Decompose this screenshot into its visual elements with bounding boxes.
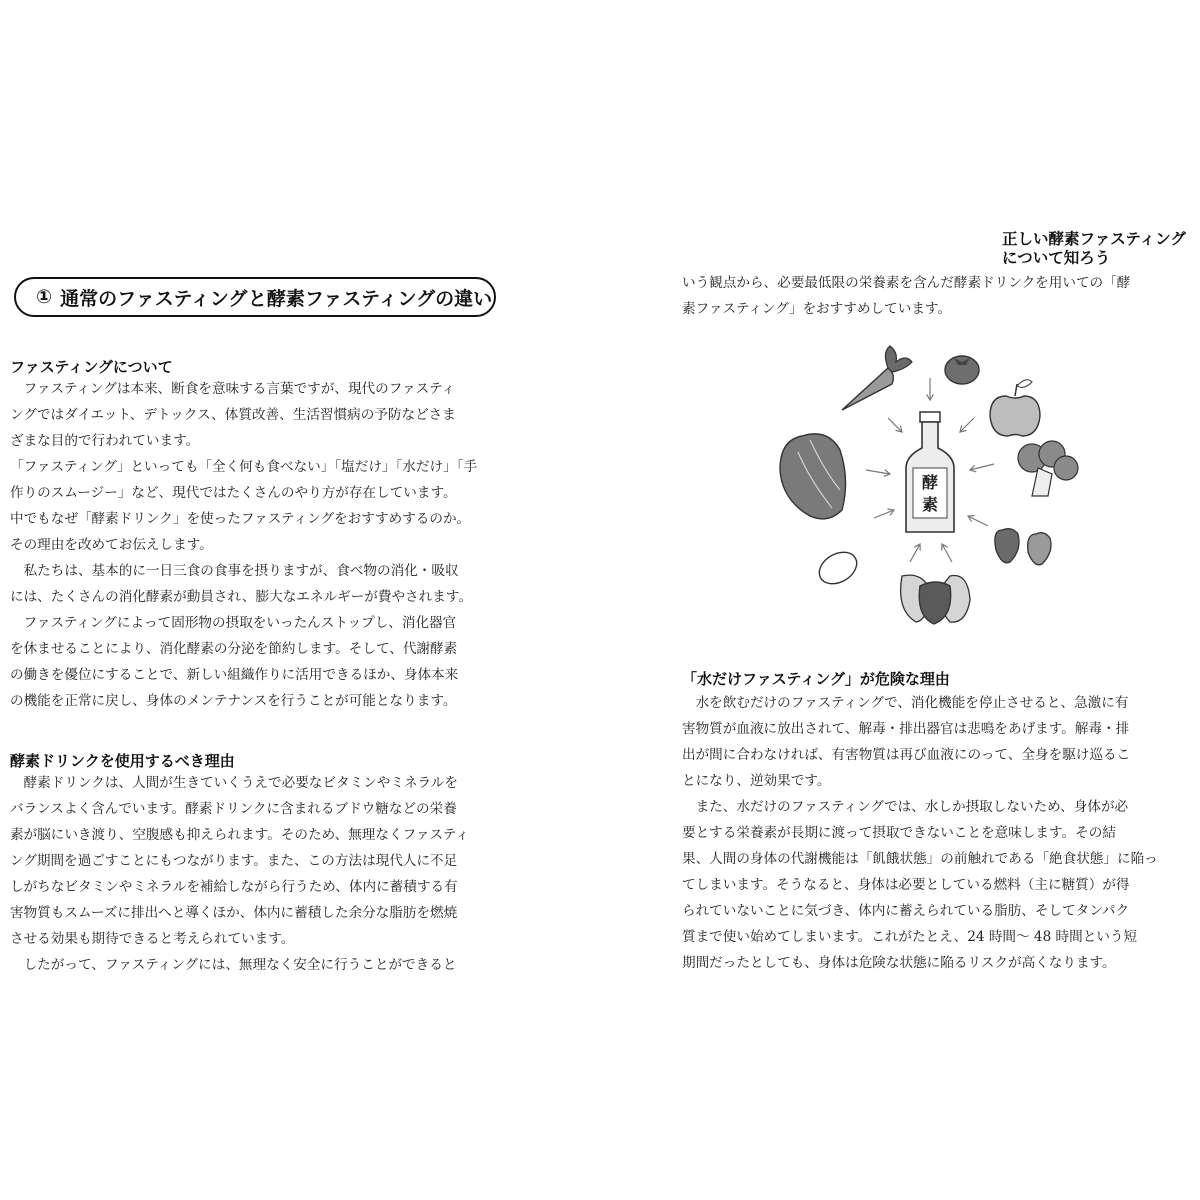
body-line: 期間だったとしても、身体は危険な状態に陥るリスクが高くなります。: [682, 955, 1116, 971]
chapter-title-box: [14, 277, 496, 317]
lemon-icon: [814, 546, 863, 590]
body-line: 果、人間の身体の代謝機能は「飢餓状態」の前触れである「絶食状態」に陥っ: [682, 851, 1158, 867]
body-line: を休ませることにより、消化酵素の分泌を節約します。そして、代謝酵素: [10, 641, 458, 657]
strawberry-icon: [995, 529, 1051, 565]
body-line: 中でもなぜ「酵素ドリンク」を使ったファスティングをおすすめするのか。: [10, 511, 471, 527]
body-line: いう観点から、必要最低限の栄養素を含んだ酵素ドリンクを用いての「酵: [682, 275, 1131, 291]
body-line: バランスよく含んでいます。酵素ドリンクに含まれるブドウ糖などの栄養: [10, 801, 457, 817]
chapter-title: 通常のファスティングと酵素ファスティングの違い: [60, 287, 493, 310]
section-body-why-enzyme-drink: [10, 770, 502, 978]
running-head-line-1: 正しい酵素ファスティング: [1002, 230, 1186, 248]
carrot-icon: [842, 346, 912, 410]
body-line: 害物質もスムーズに排出へと導くほか、体内に蓄積した余分な脂肪を燃焼: [10, 905, 458, 921]
bottle-label-char-1: 酵: [921, 473, 939, 492]
bottle-label-char-2: 素: [921, 495, 939, 514]
body-line: ファスティングは本来、断食を意味する言葉ですが、現代のファスティ: [10, 381, 456, 397]
body-line: とになり、逆効果です。: [682, 773, 831, 789]
body-line: ング期間を過ごすことにもつながります。また、この方法は現代人に不足: [10, 853, 458, 869]
section-heading-about-fasting: ファスティングについて: [10, 358, 173, 376]
body-line: 酵素ドリンクは、人間が生きていくうえで必要なビタミンやミネラルを: [10, 775, 458, 791]
body-line: 私たちは、基本的に一日三食の食事を摂りますが、食べ物の消化・吸収: [10, 563, 459, 579]
body-line: また、水だけのファスティングでは、水しか摂取しないため、身体が必: [682, 799, 1129, 815]
body-line: の働きを優位にすることで、新しい組織作りに活用できるほか、身体本来: [10, 667, 459, 683]
body-line: ングではダイエット、デトックス、体質改善、生活習慣病の予防などさま: [10, 407, 456, 423]
apple-icon: [990, 380, 1040, 436]
tomato-icon: [945, 356, 979, 384]
body-line: てしまいます。そうなると、身体は必要としている燃料（主に糖質）が得: [682, 877, 1130, 893]
chapter-number: ①: [36, 286, 53, 308]
body-line: 要とする栄養素が長期に渡って摂取できないことを意味します。その結: [682, 825, 1116, 841]
section-body-about-fasting: [10, 376, 502, 714]
right-intro-paragraph: [682, 270, 1174, 322]
body-line: ファスティングによって固形物の摂取をいったんストップし、消化器官: [10, 615, 457, 631]
body-line: 素ファスティング」をおすすめしています。: [682, 301, 952, 317]
enzyme-illustration: [770, 340, 1090, 630]
section-heading-why-enzyme-drink: 酵素ドリンクを使用するべき理由: [10, 752, 235, 770]
enzyme-illustration-svg: [770, 340, 1090, 630]
running-head-line-2: について知ろう: [1002, 249, 1111, 267]
lettuce-icon: [780, 434, 846, 519]
body-line: の機能を正常に戻し、身体のメンテナンスを行うことが可能となります。: [10, 693, 457, 709]
pepper-icon: [901, 575, 970, 624]
bottle-icon: [906, 412, 954, 532]
body-line: したがって、ファスティングには、無理なく安全に行うことができると: [10, 957, 457, 973]
section-heading-water-fasting-danger: 「水だけファスティング」が危険な理由: [682, 670, 950, 688]
section-body-water-fasting-danger: [682, 690, 1174, 976]
body-line: 素が脳にいき渡り、空腹感も抑えられます。そのため、無理なくファスティ: [10, 827, 469, 843]
body-line: 害物質が血液に放出されて、解毒・排出器官は悲鳴をあげます。解毒・排: [682, 721, 1130, 737]
body-line: 水を飲むだけのファスティングで、消化機能を停止させると、急激に有: [682, 695, 1129, 711]
body-line: 質まで使い始めてしまいます。これがたとえ、24 時間～ 48 時間という短: [682, 929, 1138, 945]
body-line: 「ファスティング」といっても「全く何も食べない」「塩だけ」「水だけ」「手: [10, 459, 478, 475]
body-line: られていないことに気づき、体内に蓄えられている脂肪、そしてタンパク: [682, 903, 1130, 919]
body-line: しがちなビタミンやミネラルを補給しながら行うため、体内に蓄積する有: [10, 879, 458, 895]
body-line: 出が間に合わなければ、有害物質は再び血液にのって、全身を駆け巡るこ: [682, 747, 1131, 763]
running-head: [1002, 230, 1198, 268]
body-line: させる効果も期待できると考えられています。: [10, 931, 295, 947]
body-line: ざまな目的で行われています。: [10, 433, 200, 449]
body-line: その理由を改めてお伝えします。: [10, 537, 213, 553]
body-line: には、たくさんの消化酵素が動員され、膨大なエネルギーが費やされます。: [10, 589, 472, 605]
body-line: 作りのスムージー」など、現代ではたくさんのやり方が存在しています。: [10, 485, 457, 501]
broccoli-icon: [1018, 441, 1078, 496]
